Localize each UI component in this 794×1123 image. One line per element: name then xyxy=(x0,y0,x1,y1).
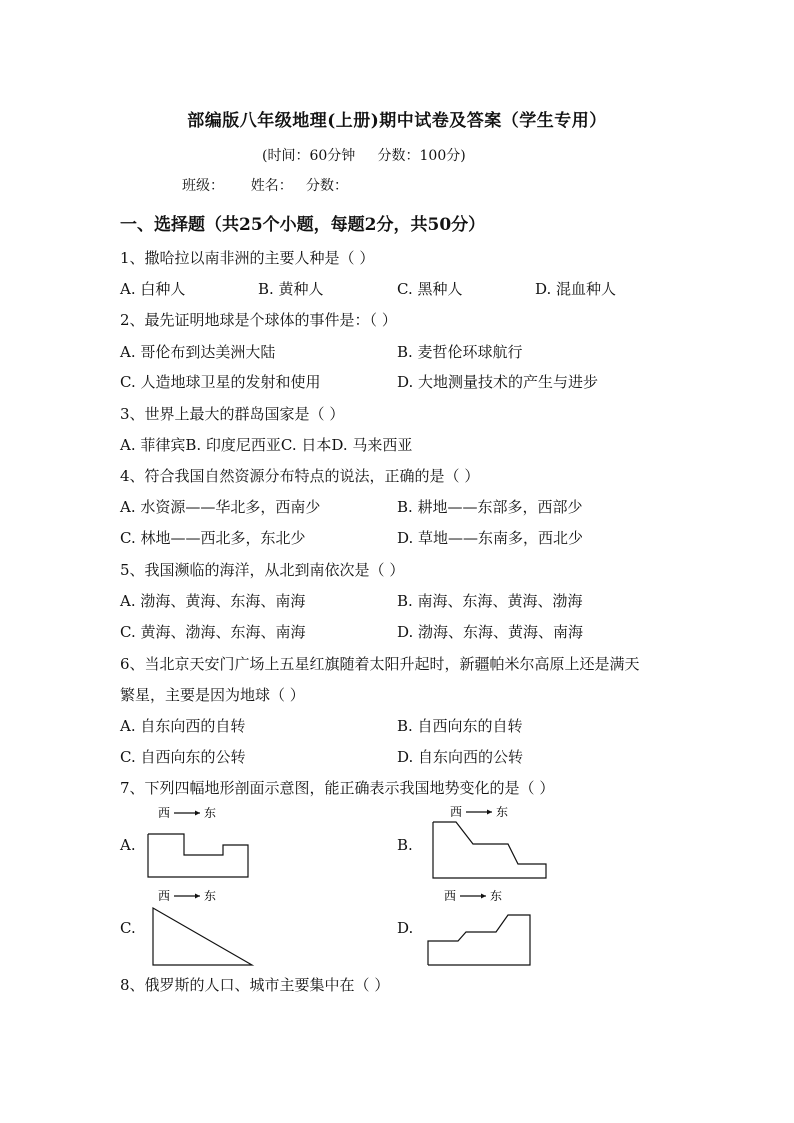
student-info-line: 班级： 姓名： 分数： xyxy=(182,178,349,194)
question-2-option-b: B. 麦哲伦环球航行 xyxy=(397,343,523,361)
question-6-option-d: D. 自东向西的公转 xyxy=(397,748,524,766)
question-5-option-a: A. 渤海、黄海、东海、南海 xyxy=(120,592,306,610)
profile-figure-b xyxy=(425,800,555,882)
question-5-option-c: C. 黄海、渤海、东海、南海 xyxy=(120,623,306,641)
east-label-b: 东 xyxy=(496,805,509,819)
terrain-profile-c xyxy=(153,908,252,965)
question-5-option-b: B. 南海、东海、黄海、渤海 xyxy=(397,592,583,610)
question-1-option-d: D. 混血种人 xyxy=(535,280,617,298)
figure-label-d: D. xyxy=(397,919,414,937)
question-2-stem: 2、最先证明地球是个球体的事件是：（ ） xyxy=(120,311,397,329)
question-1-option-a: A. 白种人 xyxy=(120,280,186,298)
question-4-option-c: C. 林地——西北多，东北少 xyxy=(120,529,306,547)
west-label-d: 西 xyxy=(444,889,457,903)
question-4-option-d: D. 草地——东南多，西北少 xyxy=(397,529,584,547)
section-heading: 一、选择题（共25个小题，每题2分，共50分） xyxy=(120,215,486,235)
arrowhead-icon xyxy=(481,894,486,899)
question-3-stem: 3、世界上最大的群岛国家是（ ） xyxy=(120,405,345,423)
question-3-options: A. 菲律宾B. 印度尼西亚C. 日本D. 马来西亚 xyxy=(120,436,413,454)
figure-label-a: A. xyxy=(120,836,136,854)
question-5-option-d: D. 渤海、东海、黄海、南海 xyxy=(397,623,584,641)
page-title: 部编版八年级地理(上册)期中试卷及答案（学生专用） xyxy=(187,111,607,131)
profile-figure-d xyxy=(420,884,550,968)
west-label-a: 西 xyxy=(158,806,171,820)
question-2-option-a: A. 哥伦布到达美洲大陆 xyxy=(120,343,276,361)
question-6-option-c: C. 自西向东的公转 xyxy=(120,748,246,766)
question-6-stem-line-1: 6、当北京天安门广场上五星红旗随着太阳升起时，新疆帕米尔高原上还是满天 xyxy=(120,655,640,673)
question-6-option-b: B. 自西向东的自转 xyxy=(397,717,523,735)
question-6-stem-line-2: 繁星，主要是因为地球（ ） xyxy=(120,686,305,704)
figure-label-b: B. xyxy=(397,836,413,854)
question-8-stem: 8、俄罗斯的人口、城市主要集中在（ ） xyxy=(120,976,390,994)
east-label-a: 东 xyxy=(204,806,217,820)
question-4-option-a: A. 水资源——华北多，西南少 xyxy=(120,498,321,516)
terrain-profile-a xyxy=(148,834,248,877)
west-label-c: 西 xyxy=(158,889,171,903)
exam-time-score: (时间：60分钟 分数：100分) xyxy=(262,148,466,164)
arrowhead-icon xyxy=(195,811,200,816)
terrain-profile-d xyxy=(428,915,530,965)
west-label-b: 西 xyxy=(450,805,463,819)
question-2-option-c: C. 人造地球卫星的发射和使用 xyxy=(120,373,321,391)
question-2-option-d: D. 大地测量技术的产生与进步 xyxy=(397,373,599,391)
figure-label-c: C. xyxy=(120,919,136,937)
east-label-d: 东 xyxy=(490,889,503,903)
question-4-stem: 4、符合我国自然资源分布特点的说法，正确的是（ ） xyxy=(120,467,480,485)
east-label-c: 东 xyxy=(204,889,217,903)
question-1-option-c: C. 黑种人 xyxy=(397,280,463,298)
question-6-option-a: A. 自东向西的自转 xyxy=(120,717,246,735)
terrain-profile-b xyxy=(433,822,546,878)
question-5-stem: 5、我国濒临的海洋，从北到南依次是（ ） xyxy=(120,561,405,579)
question-1-stem: 1、撒哈拉以南非洲的主要人种是（ ） xyxy=(120,249,375,267)
arrowhead-icon xyxy=(487,810,492,815)
profile-figure-a xyxy=(140,800,260,880)
question-4-option-b: B. 耕地——东部多，西部少 xyxy=(397,498,583,516)
profile-figure-c xyxy=(145,884,265,968)
question-1-option-b: B. 黄种人 xyxy=(258,280,324,298)
question-7-stem: 7、下列四幅地形剖面示意图，能正确表示我国地势变化的是（ ） xyxy=(120,779,555,797)
arrowhead-icon xyxy=(195,894,200,899)
